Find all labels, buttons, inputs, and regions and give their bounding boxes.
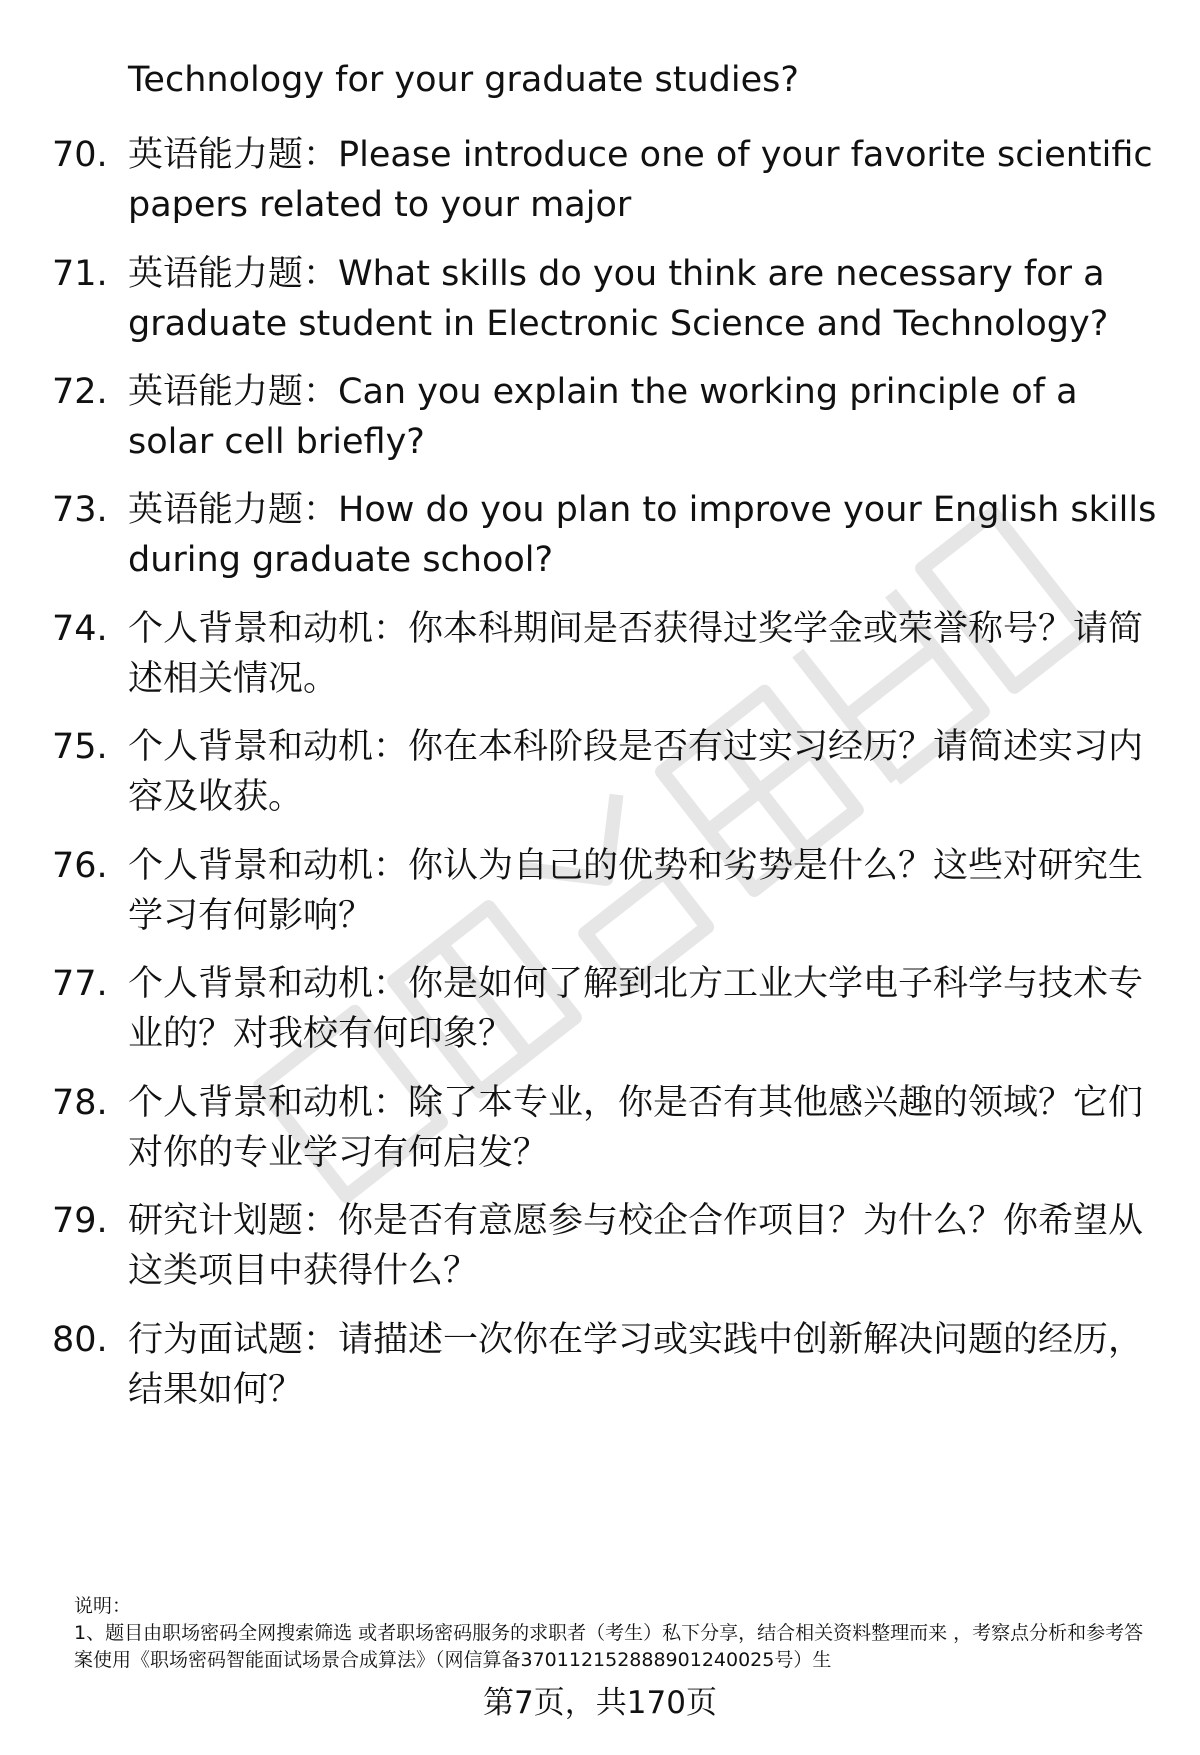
question-number: 72. xyxy=(52,372,108,412)
question-text: 行为面试题：请描述一次你在学习或实践中创新解决问题的经历，结果如何？ xyxy=(128,1320,1144,1410)
notes-label: 说明： xyxy=(74,1595,132,1617)
question-text: 个人背景和动机：你是如何了解到北方工业大学电子科学与技术专业的？对我校有何印象？ xyxy=(128,964,1144,1054)
question-number: 78. xyxy=(52,1083,108,1123)
question-item xyxy=(52,130,1162,230)
question-number: 79. xyxy=(52,1201,108,1241)
question-text: 研究计划题：你是否有意愿参与校企合作项目？为什么？你希望从这类项目中获得什么？ xyxy=(128,1201,1144,1291)
question-number: 70. xyxy=(52,135,108,175)
question-item xyxy=(52,1196,1162,1296)
question-text: 英语能力题：Please introduce one of your favorite scientific papers related to your major xyxy=(128,135,1153,225)
notes-text: 1、题目由职场密码全网搜索筛选 或者职场密码服务的求职者（考生）私下分享，结合相关资料整理而来 ，考察点分析和参考答案使用《职场密码智能面试场景合成算法》（网信算备370112152888901240025号）生 xyxy=(74,1622,1144,1671)
question-item xyxy=(52,1078,1162,1178)
question-item xyxy=(52,249,1162,349)
question-item xyxy=(52,841,1162,941)
page-number-footer: 第7页，共170页 xyxy=(483,1685,717,1721)
question-text: 英语能力题：What skills do you think are necessary for a graduate student in Electronic Science and Technology? xyxy=(128,254,1109,344)
continuation-text: Technology for your graduate studies? xyxy=(128,60,799,100)
question-item xyxy=(52,959,1162,1059)
question-item xyxy=(52,367,1162,467)
question-item xyxy=(52,485,1162,585)
question-text: 英语能力题：Can you explain the working principle of a solar cell briefly? xyxy=(128,372,1078,462)
question-item xyxy=(52,722,1162,822)
question-number: 76. xyxy=(52,846,108,886)
notes-section xyxy=(74,1593,1154,1674)
question-number: 75. xyxy=(52,727,108,767)
question-item xyxy=(52,1315,1162,1415)
question-number: 80. xyxy=(52,1320,108,1360)
question-number: 73. xyxy=(52,490,108,530)
question-text: 个人背景和动机：你认为自己的优势和劣势是什么？这些对研究生学习有何影响？ xyxy=(128,846,1144,936)
question-number: 77. xyxy=(52,964,108,1004)
question-text: 英语能力题：How do you plan to improve your English skills during graduate school? xyxy=(128,490,1157,580)
question-number: 71. xyxy=(52,254,108,294)
question-text: 个人背景和动机：你在本科阶段是否有过实习经历？请简述实习内容及收获。 xyxy=(128,727,1144,817)
question-number: 74. xyxy=(52,609,108,649)
question-text: 个人背景和动机：除了本专业，你是否有其他感兴趣的领域？它们对你的专业学习有何启发？ xyxy=(128,1083,1144,1173)
question-item xyxy=(52,604,1162,704)
question-text: 个人背景和动机：你本科期间是否获得过奖学金或荣誉称号？请简述相关情况。 xyxy=(128,609,1144,699)
